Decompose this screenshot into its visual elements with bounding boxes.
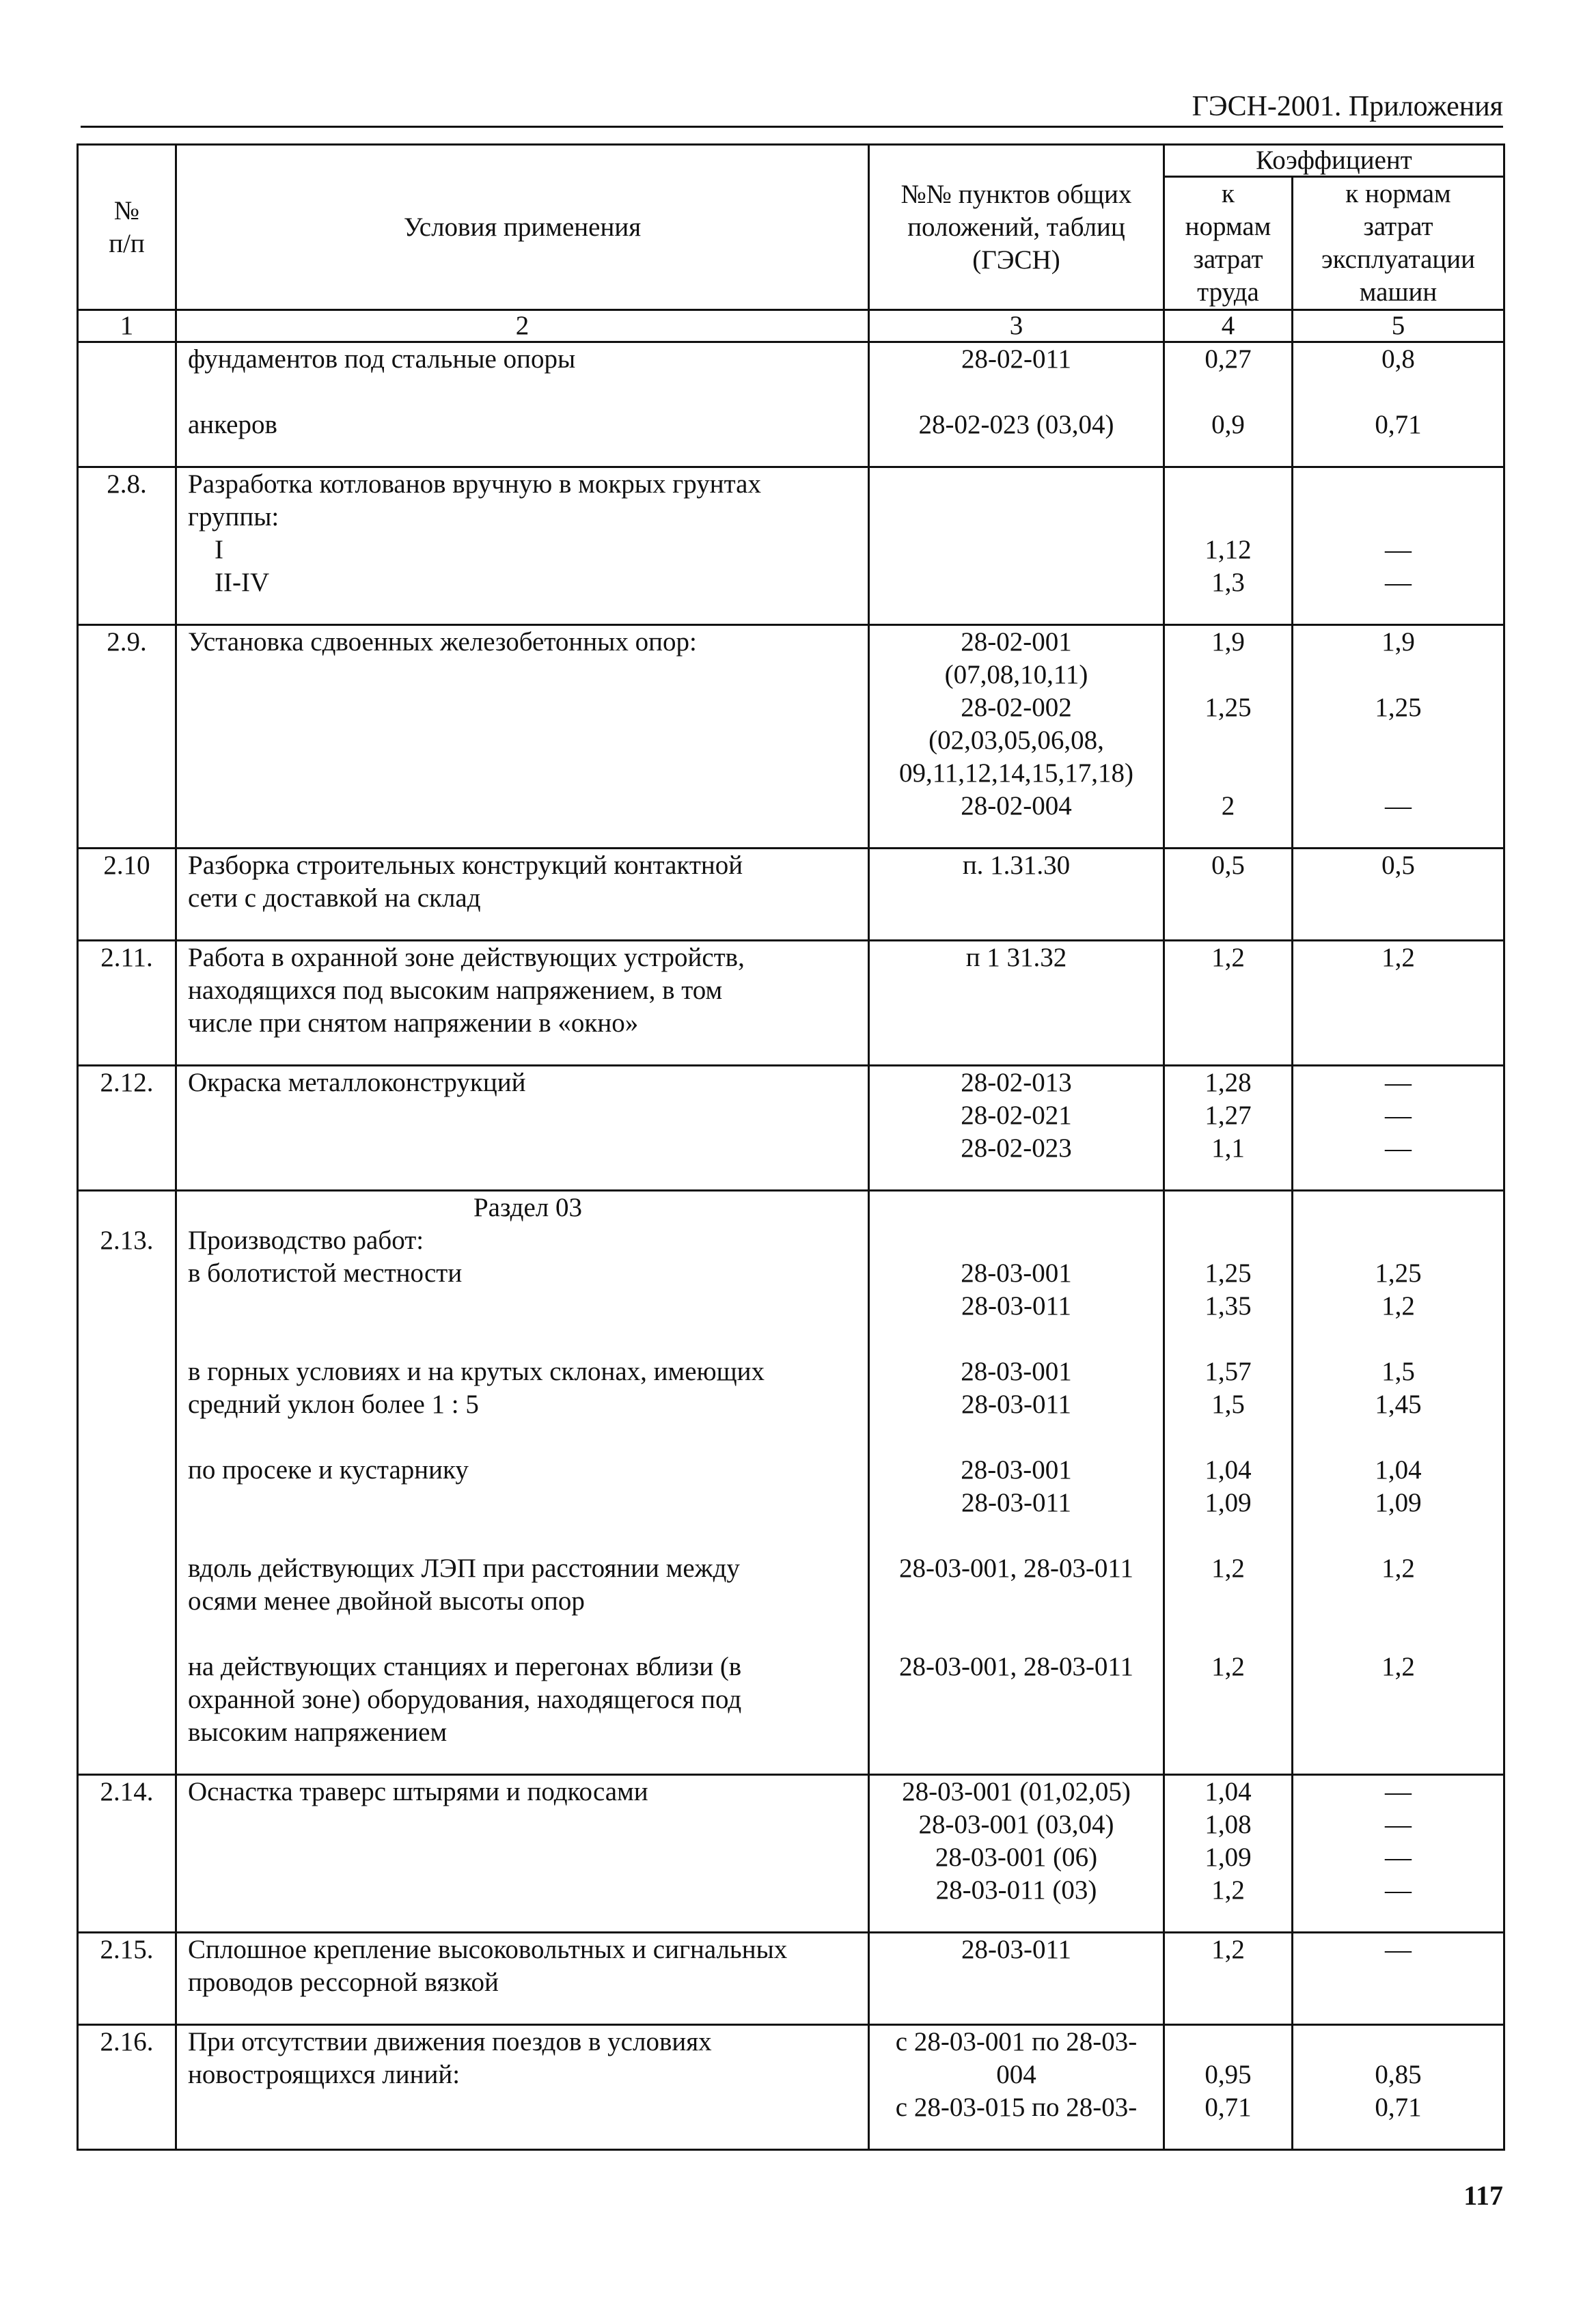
reference-cell bbox=[869, 2025, 1164, 2150]
condition-cell-line bbox=[188, 1421, 868, 1454]
reference-cell bbox=[869, 849, 1164, 941]
row-number-line: 2.14. bbox=[100, 1777, 154, 1806]
row-number bbox=[78, 1933, 176, 2025]
condition-cell-line bbox=[188, 1487, 868, 1519]
labor-coefficient-cell bbox=[1164, 467, 1293, 625]
condition-cell bbox=[176, 1066, 869, 1191]
condition-cell-line: сети с доставкой на склад bbox=[188, 883, 481, 913]
row-number-line: 2.10 bbox=[103, 851, 150, 880]
header-conditions: Условия применения bbox=[176, 145, 869, 310]
condition-cell-line: по просеке и кустарнику bbox=[188, 1455, 469, 1485]
labor-coefficient-cell bbox=[1164, 849, 1293, 941]
labor-coefficient-cell-line: 2 bbox=[1221, 791, 1235, 821]
condition-cell-line: вдоль действующих ЛЭП при расстоянии между bbox=[188, 1554, 740, 1583]
row-number-line bbox=[79, 343, 175, 376]
spacer bbox=[870, 1192, 1163, 1224]
reference-cell bbox=[869, 1066, 1164, 1191]
machine-coefficient-cell-line: — bbox=[1385, 1875, 1412, 1905]
machine-coefficient-cell-line: 1,5 bbox=[1381, 1357, 1415, 1386]
machine-coefficient-cell-line: — bbox=[1385, 568, 1412, 597]
condition-cell-line: Установка сдвоенных железобетонных опор: bbox=[188, 627, 697, 657]
machine-coefficient-cell-line bbox=[1293, 2026, 1503, 2058]
machine-coefficient-cell-line: — bbox=[1385, 1777, 1412, 1806]
labor-coefficient-cell-line: 1,2 bbox=[1211, 943, 1245, 972]
reference-cell bbox=[869, 1191, 1164, 1775]
reference-cell-line: п. 1.31.30 bbox=[962, 851, 1071, 880]
machine-coefficient-cell-line: — bbox=[1385, 1068, 1412, 1097]
condition-cell-line bbox=[188, 1519, 868, 1552]
labor-coefficient-cell bbox=[1164, 342, 1293, 467]
row-number bbox=[78, 467, 176, 625]
condition-cell-line: анкеров bbox=[188, 410, 277, 439]
machine-coefficient-cell-line: 1,25 bbox=[1375, 693, 1422, 722]
machine-coefficient-cell bbox=[1293, 1775, 1504, 1933]
row-number-line bbox=[79, 1192, 175, 1224]
labor-coefficient-cell-line: 0,27 bbox=[1205, 344, 1252, 374]
row-number-line: 2.16. bbox=[100, 2027, 154, 2056]
labor-coefficient-cell-line: 1,35 bbox=[1205, 1291, 1252, 1321]
labor-coefficient-cell-line bbox=[1165, 724, 1291, 757]
reference-cell-line: 28-02-001 bbox=[961, 627, 1072, 657]
coefficients-table bbox=[77, 143, 1505, 2151]
column-number: 5 bbox=[1293, 310, 1504, 342]
machine-coefficient-cell-line: 1,45 bbox=[1375, 1390, 1422, 1419]
machine-coefficient-cell-line bbox=[1293, 468, 1503, 501]
labor-coefficient-cell bbox=[1164, 1775, 1293, 1933]
condition-cell-line: При отсутствии движения поездов в условиях bbox=[188, 2027, 712, 2056]
condition-cell-line bbox=[188, 1618, 868, 1651]
reference-cell-line: 28-03-001 bbox=[961, 1455, 1072, 1485]
condition-cell bbox=[176, 625, 869, 849]
reference-cell bbox=[869, 467, 1164, 625]
condition-cell-line: фундаментов под стальные опоры bbox=[188, 344, 576, 374]
labor-coefficient-cell-line: 1,09 bbox=[1205, 1488, 1252, 1517]
machine-coefficient-cell bbox=[1293, 625, 1504, 849]
labor-coefficient-cell-line: 1,28 bbox=[1205, 1068, 1252, 1097]
machine-coefficient-cell-line bbox=[1293, 376, 1503, 409]
machine-coefficient-cell-line: 0,85 bbox=[1375, 2060, 1422, 2089]
reference-cell bbox=[869, 1775, 1164, 1933]
condition-cell bbox=[176, 849, 869, 941]
labor-coefficient-cell-line bbox=[1165, 659, 1291, 691]
machine-coefficient-cell-line: — bbox=[1385, 791, 1412, 821]
labor-coefficient-cell bbox=[1164, 1191, 1293, 1775]
table-row bbox=[78, 342, 1504, 467]
machine-coefficient-cell-line: — bbox=[1385, 1935, 1412, 1964]
machine-coefficient-cell-line: 1,09 bbox=[1375, 1488, 1422, 1517]
row-number-line: 2.15. bbox=[100, 1935, 154, 1964]
condition-cell-line: высоким напряжением bbox=[188, 1718, 448, 1747]
header-refs-line: (ГЭСН) bbox=[972, 245, 1060, 275]
labor-coefficient-cell-line bbox=[1165, 757, 1291, 790]
reference-cell-line: 28-03-001, 28-03-011 bbox=[898, 1652, 1133, 1681]
reference-cell-line: с 28-03-015 по 28-03- bbox=[895, 2093, 1138, 2122]
machine-coefficient-cell-line: — bbox=[1385, 1843, 1412, 1872]
labor-coefficient-cell-line bbox=[1165, 468, 1291, 501]
machine-coefficient-cell-line bbox=[1293, 1224, 1503, 1257]
condition-cell bbox=[176, 1191, 869, 1775]
condition-cell-line: на действующих станциях и перегонах вблизи (в bbox=[188, 1652, 742, 1681]
row-number bbox=[78, 941, 176, 1066]
reference-cell-line bbox=[870, 1323, 1163, 1355]
table-row bbox=[78, 941, 1504, 1066]
reference-cell-line: 28-02-004 bbox=[961, 791, 1072, 821]
condition-cell-line: находящихся под высоким напряжением, в том bbox=[188, 976, 723, 1005]
condition-cell-line: II-IV bbox=[188, 568, 270, 597]
condition-cell-line: в горных условиях и на крутых склонах, имеющих bbox=[188, 1357, 765, 1386]
reference-cell-line bbox=[870, 1519, 1163, 1552]
labor-coefficient-cell-line: 1,25 bbox=[1205, 1258, 1252, 1288]
labor-coefficient-cell-line bbox=[1165, 1585, 1291, 1618]
labor-coefficient-cell-line: 1,25 bbox=[1205, 693, 1252, 722]
condition-cell bbox=[176, 1933, 869, 2025]
condition-cell-line: группы: bbox=[188, 502, 279, 532]
labor-coefficient-cell-line: 1,1 bbox=[1211, 1133, 1245, 1163]
labor-coefficient-cell-line: 1,08 bbox=[1205, 1810, 1252, 1839]
condition-cell bbox=[176, 941, 869, 1066]
spacer bbox=[1165, 1192, 1291, 1224]
condition-cell-line: Сплошное крепление высоковольтных и сигнальных bbox=[188, 1935, 788, 1964]
running-header: ГЭСН-2001. Приложения bbox=[81, 90, 1503, 128]
machine-coefficient-cell-line: — bbox=[1385, 1101, 1412, 1130]
machine-coefficient-cell-line bbox=[1293, 1421, 1503, 1454]
row-number-line: 2.12. bbox=[100, 1068, 154, 1097]
row-number bbox=[78, 1191, 176, 1775]
reference-cell-line: 28-02-021 bbox=[961, 1101, 1072, 1130]
reference-cell-line: 28-03-001 (03,04) bbox=[918, 1810, 1114, 1839]
machine-coefficient-cell-line: 0,5 bbox=[1381, 851, 1415, 880]
header-no-line: п/п bbox=[109, 228, 145, 258]
condition-cell-line: охранной зоне) оборудования, находящегося под bbox=[188, 1685, 742, 1714]
labor-coefficient-cell-line: 1,27 bbox=[1205, 1101, 1252, 1130]
condition-cell bbox=[176, 342, 869, 467]
labor-coefficient-cell-line: 0,71 bbox=[1205, 2093, 1252, 2122]
header-coefficient: Коэффициент bbox=[1164, 145, 1504, 177]
condition-cell-line: числе при снятом напряжении в «окно» bbox=[188, 1008, 639, 1038]
table-row bbox=[78, 1933, 1504, 2025]
reference-cell-line bbox=[870, 1224, 1163, 1257]
machine-coefficient-cell-line bbox=[1293, 1618, 1503, 1651]
reference-cell-line: 28-02-013 bbox=[961, 1068, 1072, 1097]
reference-cell-line: 28-03-011 bbox=[961, 1935, 1072, 1964]
machine-coefficient-cell bbox=[1293, 849, 1504, 941]
labor-coefficient-cell-line bbox=[1165, 1421, 1291, 1454]
machine-coefficient-cell bbox=[1293, 1191, 1504, 1775]
labor-coefficient-cell-line bbox=[1165, 1224, 1291, 1257]
reference-cell-line: 28-02-002 bbox=[961, 693, 1072, 722]
machine-coefficient-cell-line bbox=[1293, 1519, 1503, 1552]
machine-coefficient-cell-line bbox=[1293, 724, 1503, 757]
reference-cell bbox=[869, 625, 1164, 849]
machine-coefficient-cell-line: 1,2 bbox=[1381, 943, 1415, 972]
column-number: 4 bbox=[1164, 310, 1293, 342]
labor-coefficient-cell bbox=[1164, 1066, 1293, 1191]
machine-coefficient-cell-line: — bbox=[1385, 1133, 1412, 1163]
labor-coefficient-cell bbox=[1164, 941, 1293, 1066]
labor-coefficient-cell-line: 1,5 bbox=[1211, 1390, 1245, 1419]
labor-coefficient-cell bbox=[1164, 1933, 1293, 2025]
labor-coefficient-cell-line: 1,9 bbox=[1211, 627, 1245, 657]
reference-cell-line bbox=[870, 1618, 1163, 1651]
machine-coefficient-cell-line bbox=[1293, 1585, 1503, 1618]
reference-cell-line: (07,08,10,11) bbox=[944, 660, 1088, 689]
reference-cell-line: 28-02-023 (03,04) bbox=[918, 410, 1114, 439]
table-body bbox=[78, 342, 1504, 2150]
reference-cell-line: 28-02-023 bbox=[961, 1133, 1072, 1163]
header-labor bbox=[1164, 177, 1293, 310]
labor-coefficient-cell bbox=[1164, 2025, 1293, 2150]
row-number bbox=[78, 342, 176, 467]
condition-cell-line: осями менее двойной высоты опор bbox=[188, 1586, 585, 1616]
reference-cell-line: 28-03-011 (03) bbox=[935, 1875, 1097, 1905]
condition-cell bbox=[176, 2025, 869, 2150]
row-number bbox=[78, 849, 176, 941]
labor-coefficient-cell-line: 1,57 bbox=[1205, 1357, 1252, 1386]
labor-coefficient-cell-line bbox=[1165, 376, 1291, 409]
header-no bbox=[78, 145, 176, 310]
labor-coefficient-cell-line bbox=[1165, 501, 1291, 534]
reference-cell bbox=[869, 941, 1164, 1066]
header-labor-line: к bbox=[1222, 179, 1235, 208]
condition-cell-line: в болотистой местности bbox=[188, 1258, 463, 1288]
reference-cell-line bbox=[870, 468, 1163, 501]
machine-coefficient-cell-line: 1,9 bbox=[1381, 627, 1415, 657]
table-row bbox=[78, 467, 1504, 625]
reference-cell-line: 09,11,12,14,15,17,18) bbox=[898, 758, 1134, 788]
row-number-line: 2.9. bbox=[107, 627, 147, 657]
labor-coefficient-cell-line: 0,95 bbox=[1205, 2060, 1252, 2089]
reference-cell-line: 28-03-001, 28-03-011 bbox=[898, 1554, 1133, 1583]
labor-coefficient-cell-line bbox=[1165, 1618, 1291, 1651]
reference-cell-line: 28-03-011 bbox=[961, 1390, 1072, 1419]
labor-coefficient-cell-line: 1,04 bbox=[1205, 1455, 1252, 1485]
header-labor-line: труда bbox=[1197, 277, 1259, 307]
labor-coefficient-cell-line: 1,3 bbox=[1211, 568, 1245, 597]
reference-cell-line: 28-03-001 bbox=[961, 1357, 1072, 1386]
labor-coefficient-cell-line: 0,9 bbox=[1211, 410, 1245, 439]
header-refs-line: положений, таблиц bbox=[907, 212, 1125, 242]
row-number bbox=[78, 2025, 176, 2150]
column-number: 3 bbox=[869, 310, 1164, 342]
header-machines-line: к нормам bbox=[1345, 179, 1451, 208]
row-number bbox=[78, 1775, 176, 1933]
machine-coefficient-cell bbox=[1293, 342, 1504, 467]
labor-coefficient-cell-line: 1,2 bbox=[1211, 1935, 1245, 1964]
reference-cell-line: с 28-03-001 по 28-03- bbox=[895, 2027, 1138, 2056]
labor-coefficient-cell-line bbox=[1165, 1519, 1291, 1552]
reference-cell-line: 28-02-011 bbox=[961, 344, 1072, 374]
row-number bbox=[78, 1066, 176, 1191]
condition-cell-line: I bbox=[188, 535, 223, 564]
spacer bbox=[1293, 1192, 1503, 1224]
labor-coefficient-cell bbox=[1164, 625, 1293, 849]
header-labor-line: нормам bbox=[1185, 212, 1271, 241]
machine-coefficient-cell-line: 1,04 bbox=[1375, 1455, 1422, 1485]
reference-cell-line bbox=[870, 1421, 1163, 1454]
labor-coefficient-cell-line: 1,2 bbox=[1211, 1875, 1245, 1905]
machine-coefficient-cell-line bbox=[1293, 757, 1503, 790]
reference-cell bbox=[869, 1933, 1164, 2025]
header-machines bbox=[1293, 177, 1504, 310]
reference-cell-line: 004 bbox=[996, 2060, 1036, 2089]
machine-coefficient-cell-line bbox=[1293, 659, 1503, 691]
header-no-line: № bbox=[113, 195, 140, 225]
column-number: 2 bbox=[176, 310, 869, 342]
table-row bbox=[78, 849, 1504, 941]
header-machines-line: машин bbox=[1359, 277, 1437, 307]
condition-cell bbox=[176, 467, 869, 625]
table-row bbox=[78, 2025, 1504, 2150]
reference-cell-line: п 1 31.32 bbox=[965, 943, 1067, 972]
header-machines-line: эксплуатации bbox=[1321, 245, 1476, 274]
table-row bbox=[78, 1066, 1504, 1191]
machine-coefficient-cell-line bbox=[1293, 1323, 1503, 1355]
condition-cell-line bbox=[188, 1290, 868, 1323]
condition-cell-line: Работа в охранной зоне действующих устройств, bbox=[188, 943, 745, 972]
labor-coefficient-cell-line bbox=[1165, 1323, 1291, 1355]
reference-cell-line: 28-03-011 bbox=[961, 1488, 1072, 1517]
reference-cell-line bbox=[870, 1585, 1163, 1618]
condition-cell-line: Оснастка траверс штырями и подкосами bbox=[188, 1777, 648, 1806]
labor-coefficient-cell-line: 1,09 bbox=[1205, 1843, 1252, 1872]
machine-coefficient-cell bbox=[1293, 941, 1504, 1066]
machine-coefficient-cell-line: — bbox=[1385, 535, 1412, 564]
machine-coefficient-cell-line: 1,2 bbox=[1381, 1652, 1415, 1681]
header-machines-line: затрат bbox=[1363, 212, 1433, 241]
labor-coefficient-cell-line bbox=[1165, 2026, 1291, 2058]
reference-cell bbox=[869, 342, 1164, 467]
labor-coefficient-cell-line: 0,5 bbox=[1211, 851, 1245, 880]
machine-coefficient-cell-line: 1,2 bbox=[1381, 1554, 1415, 1583]
machine-coefficient-cell bbox=[1293, 1933, 1504, 2025]
condition-cell-line: Разборка строительных конструкций контактной bbox=[188, 851, 743, 880]
machine-coefficient-cell bbox=[1293, 467, 1504, 625]
reference-cell-line: 28-03-001 (01,02,05) bbox=[902, 1777, 1131, 1806]
page-number: 117 bbox=[1463, 2180, 1503, 2211]
machine-coefficient-cell-line bbox=[1293, 501, 1503, 534]
table-row bbox=[78, 1191, 1504, 1775]
machine-coefficient-cell-line: 0,71 bbox=[1375, 2093, 1422, 2122]
row-number-line: 2.11. bbox=[100, 943, 153, 972]
condition-cell-line: Окраска металлоконструкций bbox=[188, 1068, 526, 1097]
header-labor-line: затрат bbox=[1193, 245, 1263, 274]
labor-coefficient-cell-line: 1,04 bbox=[1205, 1777, 1252, 1806]
condition-cell-line: Производство работ: bbox=[188, 1226, 424, 1255]
condition-cell-line: средний уклон более 1 : 5 bbox=[188, 1390, 479, 1419]
condition-cell-line bbox=[188, 1323, 868, 1355]
condition-cell bbox=[176, 1775, 869, 1933]
row-number-line: 2.13. bbox=[100, 1226, 154, 1255]
condition-cell-line bbox=[188, 376, 868, 409]
reference-cell-line: 28-03-011 bbox=[961, 1291, 1072, 1321]
machine-coefficient-cell bbox=[1293, 1066, 1504, 1191]
reference-cell-line: 28-03-001 (06) bbox=[935, 1843, 1098, 1872]
table-row bbox=[78, 1775, 1504, 1933]
table-row bbox=[78, 625, 1504, 849]
condition-cell-line: новостроящихся линий: bbox=[188, 2060, 460, 2089]
reference-cell-line: 28-03-001 bbox=[961, 1258, 1072, 1288]
machine-coefficient-cell-line: — bbox=[1385, 1810, 1412, 1839]
condition-cell-line: проводов рессорной вязкой bbox=[188, 1968, 499, 1997]
machine-coefficient-cell-line: 1,25 bbox=[1375, 1258, 1422, 1288]
header-refs bbox=[869, 145, 1164, 310]
column-numbers-row bbox=[78, 310, 1504, 342]
row-number bbox=[78, 625, 176, 849]
reference-cell-line bbox=[870, 376, 1163, 409]
reference-cell-line: (02,03,05,06,08, bbox=[928, 726, 1104, 755]
machine-coefficient-cell-line: 0,8 bbox=[1381, 344, 1415, 374]
labor-coefficient-cell-line: 1,2 bbox=[1211, 1652, 1245, 1681]
header-refs-line: №№ пунктов общих bbox=[900, 179, 1132, 209]
column-number: 1 bbox=[78, 310, 176, 342]
labor-coefficient-cell-line: 1,12 bbox=[1205, 535, 1252, 564]
machine-coefficient-cell bbox=[1293, 2025, 1504, 2150]
labor-coefficient-cell-line: 1,2 bbox=[1211, 1554, 1245, 1583]
section-heading: Раздел 03 bbox=[473, 1193, 583, 1222]
row-number-line: 2.8. bbox=[107, 469, 147, 499]
condition-cell-line: Разработка котлованов вручную в мокрых грунтах bbox=[188, 469, 761, 499]
machine-coefficient-cell-line: 0,71 bbox=[1375, 410, 1422, 439]
machine-coefficient-cell-line: 1,2 bbox=[1381, 1291, 1415, 1321]
